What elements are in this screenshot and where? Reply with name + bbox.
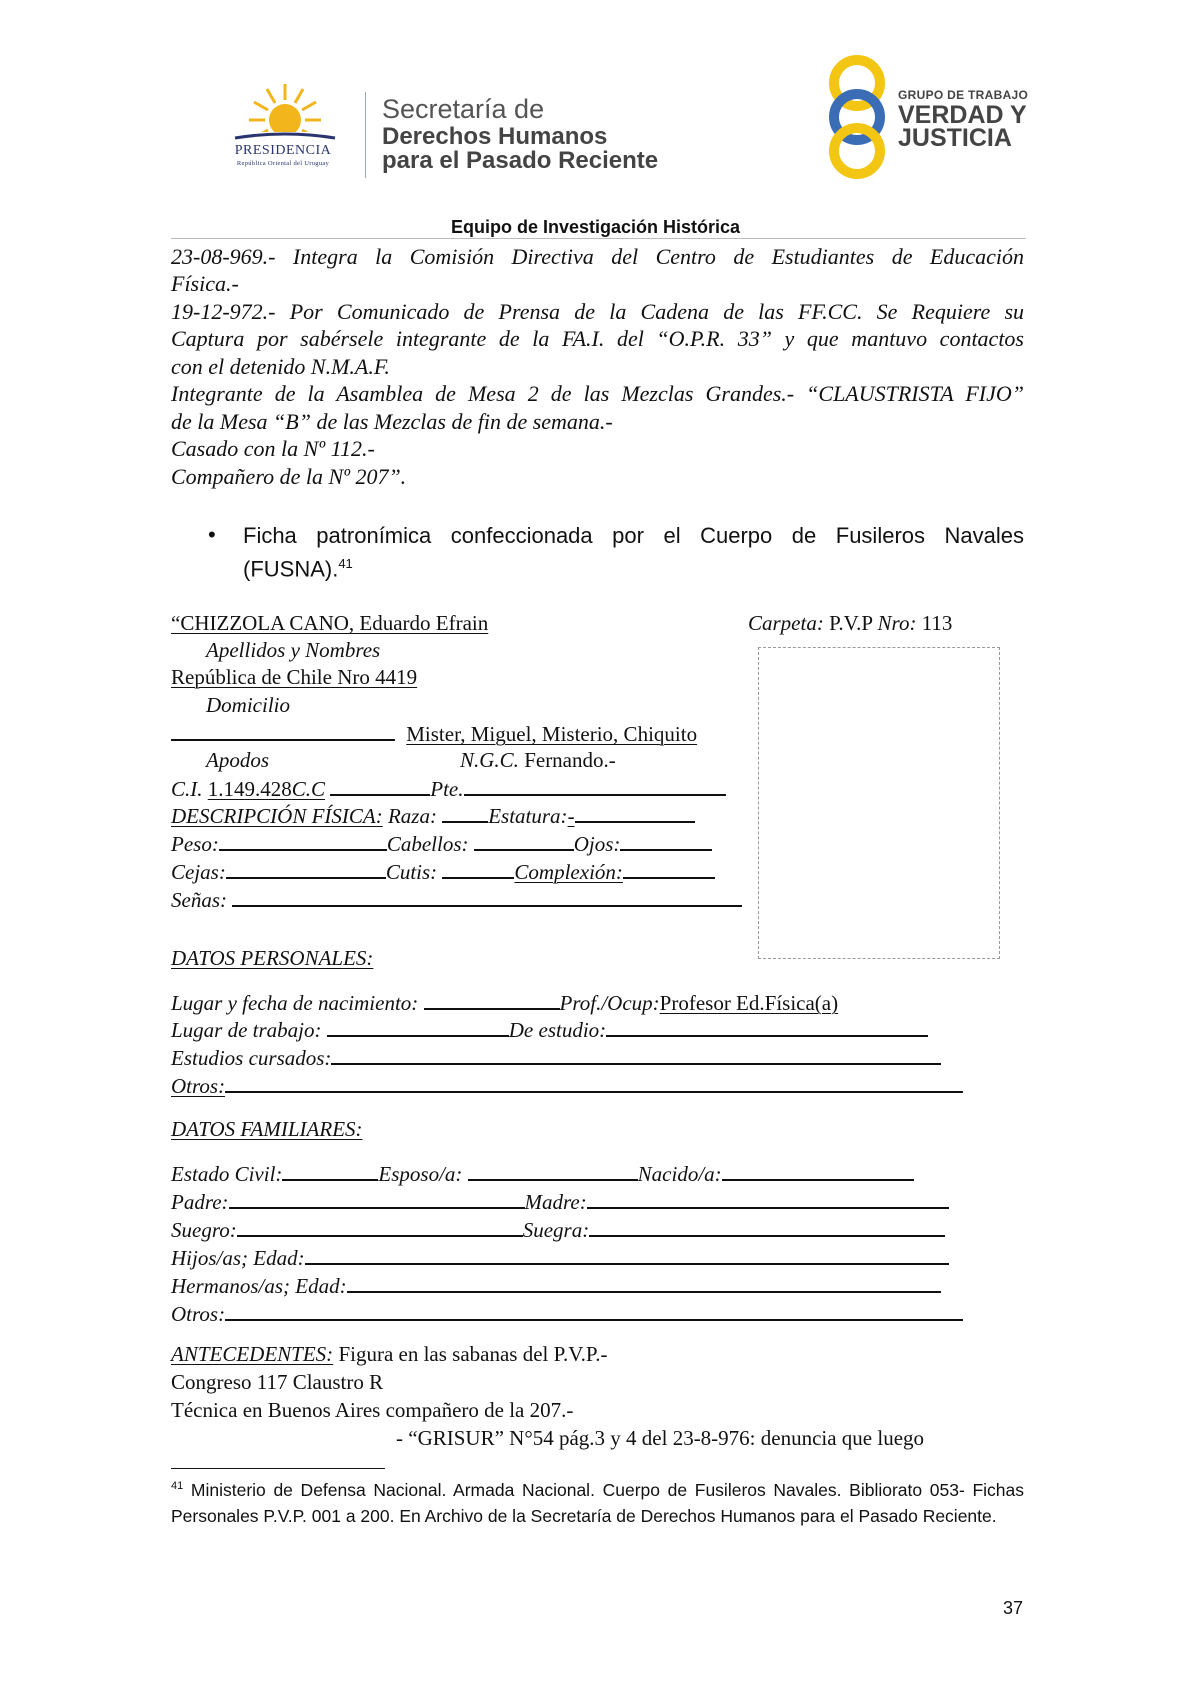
complexion-label: Complexión: [514, 860, 623, 884]
footnote-number: 41 [171, 1480, 184, 1492]
ojos-label: Ojos: [573, 832, 621, 856]
quote-line-9: Compañero de la Nº 207”. [171, 464, 407, 489]
raza-label: Raza: [387, 804, 437, 828]
secretaria-title-line2: Derechos Humanos [382, 123, 608, 150]
otros-label: Otros: [171, 1074, 226, 1098]
header-rule [171, 238, 1026, 239]
quote-line-7: de la Mesa “B” de las Mezclas de fin de semana.- [171, 409, 613, 434]
lugar-trabajo-label: Lugar de trabajo: [171, 1018, 322, 1042]
bullet-dot: • [208, 522, 216, 547]
bullet-text-content: Ficha patronímica confeccionada por el Cuerpo de Fusileros Navales (FUSNA). [243, 523, 1024, 582]
carpeta-label: Carpeta: [748, 611, 824, 635]
ci-row [171, 776, 726, 802]
lugar-trabajo-blank [327, 1017, 509, 1037]
madre-label: Madre: [524, 1190, 587, 1214]
nro-value: 113 [921, 611, 953, 635]
hijos-row [171, 1245, 949, 1271]
peso-row [171, 831, 712, 857]
grisur-line: - “GRISUR” N°54 pág.3 y 4 del 23-8-976: denuncia que luego [396, 1426, 925, 1450]
tecnica-line: Técnica en Buenos Aires compañero de la 207.- [171, 1398, 574, 1422]
otros2-row [171, 1301, 963, 1327]
ci-label: C.I. [171, 777, 203, 801]
cejas-row [171, 859, 715, 885]
hermanos-row [171, 1273, 941, 1299]
pte-blank [464, 776, 726, 796]
secretaria-title-line3: para el Pasado Reciente [382, 147, 659, 174]
quote-line-4: Captura por sabérsele integrante de la FA.I. del “O.P.R. 33” y que mantuvo contactos [171, 326, 1024, 351]
justicia-label: JUSTICIA [898, 124, 1012, 152]
domicilio-value: República de Chile Nro 4419 [171, 665, 418, 689]
cc-label: C.C [291, 777, 326, 801]
apodos-blank [171, 721, 395, 741]
quote-line-1: 23-08-969.- Integra la Comisión Directiva del Centro de Estudiantes de Educación [171, 244, 1024, 269]
equipo-heading: Equipo de Investigación Histórica [450, 217, 741, 237]
estado-civil-row [171, 1161, 914, 1187]
ngc-row [460, 748, 616, 773]
logo-divider [365, 92, 366, 178]
esposo-blank [468, 1161, 638, 1181]
nro-label: Nro: [877, 611, 917, 635]
hermanos-blank [347, 1273, 941, 1293]
quote-line-5: con el detenido N.M.A.F. [171, 354, 390, 379]
photo-placeholder [758, 647, 1000, 959]
quote-line-2: Física.- [171, 271, 239, 296]
lugar-trabajo-row [171, 1017, 928, 1043]
domicilio-label: Domicilio [206, 693, 290, 717]
antecedentes-row [171, 1342, 608, 1367]
nacimiento-blank [424, 990, 560, 1010]
apodos-row [171, 721, 697, 747]
nacido-label: Nacido/a: [637, 1162, 722, 1186]
descripcion-label: DESCRIPCIÓN FÍSICA: [171, 804, 383, 828]
footnote-ref[interactable]: 41 [338, 556, 353, 571]
prof-value: Profesor Ed.Física(a) [659, 991, 839, 1015]
padre-label: Padre: [171, 1190, 229, 1214]
cc-blank [330, 776, 430, 796]
name-row [171, 611, 488, 636]
verdad-justicia-rings-logo [820, 55, 895, 180]
presidencia-label: PRESIDENCIA [234, 143, 332, 158]
presidencia-subtitle: República Oriental del Uruguay [236, 160, 330, 167]
suegro-label: Suegro: [171, 1218, 237, 1242]
carpeta-row [748, 611, 952, 636]
grupo-trabajo-label: GRUPO DE TRABAJO [898, 88, 1029, 102]
quote-line-3: 19-12-972.- Por Comunicado de Prensa de la Cadena de las FF.CC. Se Requiere su [171, 299, 1024, 324]
estado-civil-blank [282, 1161, 378, 1181]
estatura-value: - [567, 804, 575, 828]
descripcion-row [171, 803, 695, 829]
nacimiento-row [171, 990, 838, 1016]
estatura-blank [575, 803, 695, 823]
bullet-text [243, 522, 1024, 583]
senas-label: Señas: [171, 888, 227, 912]
page-number: 37 [1003, 1598, 1024, 1618]
senas-row [171, 887, 742, 913]
cejas-blank [226, 859, 386, 879]
peso-label: Peso: [171, 832, 219, 856]
footnote-rule [171, 1468, 385, 1469]
estatura-label: Estatura: [488, 804, 568, 828]
hijos-blank [305, 1245, 949, 1265]
cejas-label: Cejas: [171, 860, 226, 884]
quote-line-6: Integrante de la Asamblea de Mesa 2 de las Mezclas Grandes.- “CLAUSTRISTA FIJO” [171, 381, 1024, 406]
otros-row [171, 1073, 963, 1099]
estudios-label: Estudios cursados: [171, 1046, 332, 1070]
name-value: “CHIZZOLA CANO, Eduardo Efrain [171, 611, 489, 635]
ngc-label: N.G.C. [460, 748, 519, 772]
secretaria-title-line1: Secretaría de [382, 94, 545, 124]
madre-blank [587, 1189, 949, 1209]
suegra-label: Suegra: [522, 1218, 590, 1242]
prof-label: Prof./Ocup: [559, 991, 660, 1015]
padre-row [171, 1189, 949, 1215]
verdad-label: VERDAD Y [898, 101, 1027, 129]
estudios-row [171, 1045, 941, 1071]
apodos-value: Mister, Miguel, Misterio, Chiquito [406, 722, 698, 746]
congreso-line: Congreso 117 Claustro R [171, 1370, 384, 1394]
suegro-blank [237, 1217, 523, 1237]
carpeta-value: P.V.P [829, 611, 873, 635]
complexion-blank [623, 859, 715, 879]
pte-label: Pte. [430, 777, 464, 801]
suegro-row [171, 1217, 945, 1243]
footnote [171, 1473, 1024, 1529]
otros2-label: Otros: [171, 1302, 226, 1326]
de-estudio-label: De estudio: [508, 1018, 607, 1042]
padre-blank [229, 1189, 525, 1209]
de-estudio-blank [606, 1017, 928, 1037]
apellidos-label: Apellidos y Nombres [206, 638, 381, 662]
ngc-value: Fernando.- [524, 748, 616, 772]
lugar-nacimiento-label: Lugar y fecha de nacimiento: [171, 991, 419, 1015]
otros2-blank [225, 1301, 963, 1321]
cabellos-blank [474, 831, 574, 851]
quote-line-8: Casado con la Nº 112.- [171, 436, 375, 461]
hijos-label: Hijos/as; Edad: [171, 1246, 305, 1270]
ojos-blank [620, 831, 712, 851]
suegra-blank [589, 1217, 945, 1237]
esposo-label: Esposo/a: [378, 1162, 463, 1186]
estado-civil-label: Estado Civil: [171, 1162, 283, 1186]
apodos-label: Apodos [206, 748, 269, 772]
antecedentes-value: Figura en las sabanas del P.V.P.- [338, 1342, 608, 1366]
otros-blank [225, 1073, 963, 1093]
peso-blank [219, 831, 387, 851]
nacido-blank [722, 1161, 914, 1181]
datos-personales-heading: DATOS PERSONALES: [171, 946, 374, 970]
senas-blank [232, 887, 742, 907]
datos-familiares-heading: DATOS FAMILIARES: [171, 1117, 363, 1141]
raza-blank [442, 803, 488, 823]
cutis-blank [442, 859, 514, 879]
estudios-blank [331, 1045, 941, 1065]
cabellos-label: Cabellos: [386, 832, 469, 856]
footnote-text: Ministerio de Defensa Nacional. Armada Nacional. Cuerpo de Fusileros Navales. Bibliorato 053- Fichas Personales P.V.P. 001 a 200. En Archivo de la Secretaría de Derechos Humanos para el Pasado Reciente. [171, 1479, 1024, 1526]
cutis-label: Cutis: [385, 860, 438, 884]
antecedentes-label: ANTECEDENTES: [171, 1342, 334, 1366]
hermanos-label: Hermanos/as; Edad: [171, 1274, 347, 1298]
ci-value: 1.149.428 [207, 777, 292, 801]
